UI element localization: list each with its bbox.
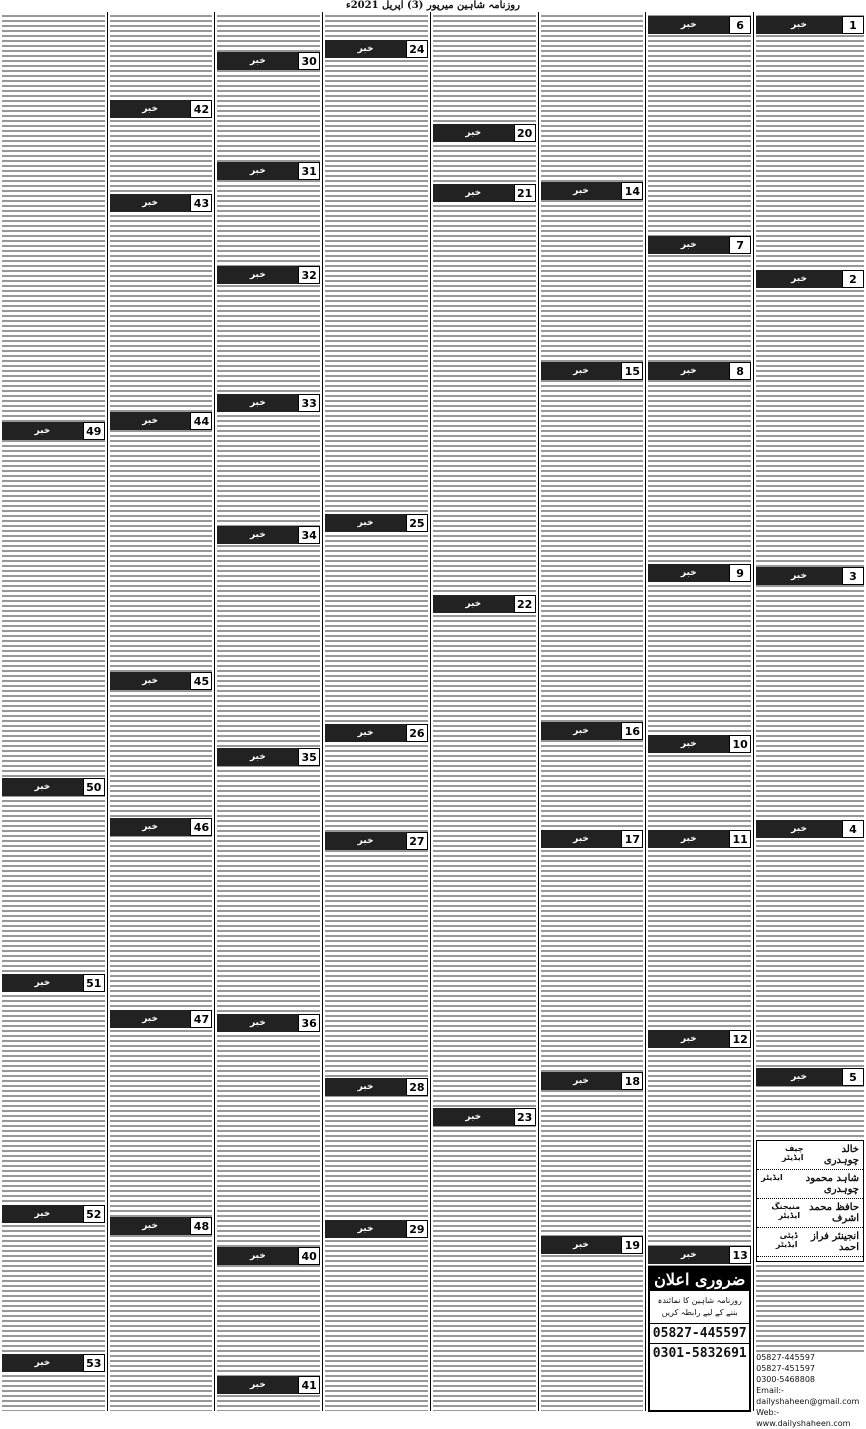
section-badge: خبر 24 <box>325 40 428 58</box>
column-3 <box>538 12 646 1411</box>
section-badge: خبر 18 <box>541 1072 644 1090</box>
section-badge: خبر 52 <box>2 1205 105 1223</box>
section-badge: خبر 20 <box>433 124 536 142</box>
news-text-block <box>2 12 105 1411</box>
section-badge: خبر 49 <box>2 422 105 440</box>
section-badge: خبر 29 <box>325 1220 428 1238</box>
section-badge: خبر 43 <box>110 194 213 212</box>
section-badge: خبر 1 <box>756 16 864 34</box>
staff-row: ڈپٹی ایڈیٹر انجینئر فراز احمد <box>757 1228 863 1257</box>
staff-row: ایڈیٹر شاہد محمود چوہدری <box>757 1170 863 1199</box>
important-notice <box>648 1266 751 1412</box>
section-badge: خبر 10 <box>648 735 751 753</box>
section-badge: خبر 36 <box>217 1014 320 1032</box>
section-badge: خبر 5 <box>756 1068 864 1086</box>
section-badge: خبر 26 <box>325 724 428 742</box>
section-badge: خبر 13 <box>648 1246 751 1264</box>
news-text-block <box>110 12 213 1411</box>
section-badge: خبر 34 <box>217 526 320 544</box>
news-text-block <box>648 12 751 1411</box>
column-6 <box>214 12 322 1411</box>
section-badge: خبر 30 <box>217 52 320 70</box>
section-badge: خبر 41 <box>217 1376 320 1394</box>
section-badge: خبر 8 <box>648 362 751 380</box>
section-badge: خبر 32 <box>217 266 320 284</box>
notice-phone: 05827-445597 <box>650 1323 749 1343</box>
section-badge: خبر 4 <box>756 820 864 838</box>
section-badge: خبر 51 <box>2 974 105 992</box>
column-2 <box>645 12 753 1411</box>
section-badge: خبر 28 <box>325 1078 428 1096</box>
staff-row: منیجنگ ایڈیٹر حافظ محمد اشرف <box>757 1199 863 1228</box>
section-badge: خبر 53 <box>2 1354 105 1372</box>
section-badge: خبر 42 <box>110 100 213 118</box>
section-badge: خبر 40 <box>217 1247 320 1265</box>
section-badge: خبر 48 <box>110 1217 213 1235</box>
newspaper-page <box>0 12 866 1428</box>
news-text-block <box>541 12 644 1411</box>
section-badge: خبر 44 <box>110 412 213 430</box>
section-badge: خبر 50 <box>2 778 105 796</box>
section-badge: خبر 7 <box>648 236 751 254</box>
section-badge: خبر 23 <box>433 1108 536 1126</box>
staff-row: چیف ایڈیٹر خالد چوہدری <box>757 1141 863 1170</box>
section-badge: خبر 31 <box>217 162 320 180</box>
masthead-text: روزنامہ شاہین میرپور (3) اپریل 2021ء <box>346 0 520 11</box>
section-badge: خبر 2 <box>756 270 864 288</box>
column-7 <box>107 12 215 1411</box>
section-badge: خبر 14 <box>541 182 644 200</box>
section-badge: خبر 15 <box>541 362 644 380</box>
column-8 <box>0 12 107 1411</box>
section-badge: خبر 22 <box>433 595 536 613</box>
column-5 <box>322 12 430 1411</box>
section-badge: خبر 27 <box>325 832 428 850</box>
section-badge: خبر 45 <box>110 672 213 690</box>
column-1 <box>753 12 866 1428</box>
contact-info: 05827-445597 05827-451597 0300-5468808 Email:-dailyshaheen@gmail.com Web:-www.dailyshaheen.com <box>756 1352 864 1429</box>
section-badge: خبر 25 <box>325 514 428 532</box>
section-badge: خبر 17 <box>541 830 644 848</box>
staff-panel <box>756 1140 864 1262</box>
section-badge: خبر 47 <box>110 1010 213 1028</box>
section-badge: خبر 9 <box>648 564 751 582</box>
section-badge: خبر 33 <box>217 394 320 412</box>
section-badge: خبر 12 <box>648 1030 751 1048</box>
section-badge: خبر 16 <box>541 722 644 740</box>
section-badge: خبر 6 <box>648 16 751 34</box>
column-4 <box>430 12 538 1411</box>
notice-body: روزنامہ شاہین کا نمائندہ بننے کے لیے رابطہ کریں <box>657 1296 742 1317</box>
news-text-block <box>325 12 428 1411</box>
section-badge: خبر 11 <box>648 830 751 848</box>
notice-phone: 0301-5832691 <box>650 1343 749 1363</box>
news-text-block <box>217 12 320 1411</box>
section-badge: خبر 46 <box>110 818 213 836</box>
news-text-block <box>433 12 536 1411</box>
section-badge: خبر 35 <box>217 748 320 766</box>
section-badge: خبر 3 <box>756 567 864 585</box>
section-badge: خبر 21 <box>433 184 536 202</box>
notice-heading: ضروری اعلان <box>650 1268 749 1291</box>
section-badge: خبر 19 <box>541 1236 644 1254</box>
masthead <box>0 0 866 12</box>
